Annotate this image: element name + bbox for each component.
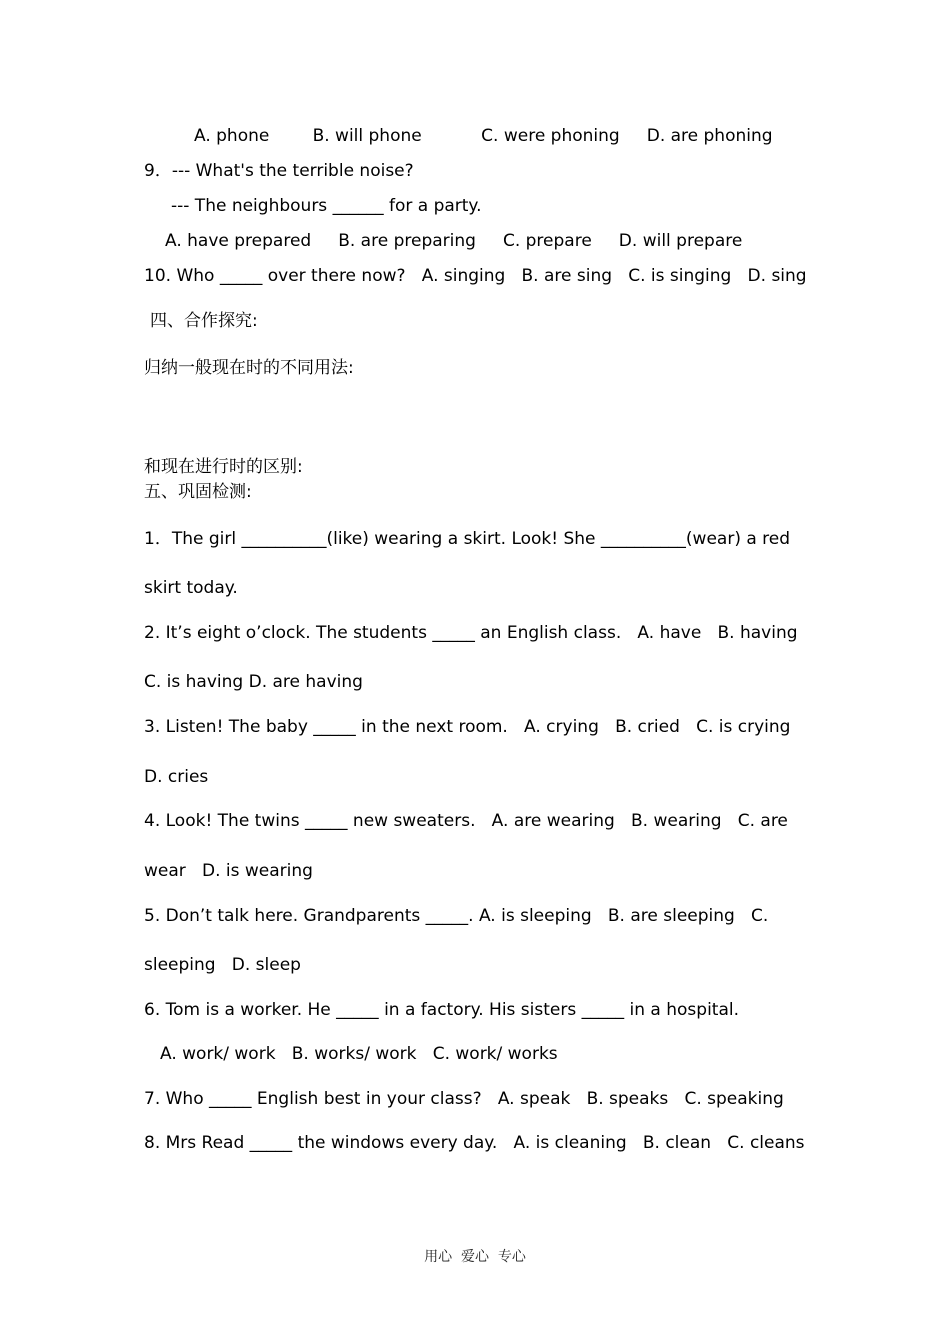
exercise-5: 5. Don’t talk here. Grandparents _____. A. is sleeping B. are sleeping C. <box>144 906 769 926</box>
exercise-8: 8. Mrs Read _____ the windows every day. A. is cleaning B. clean C. cleans <box>144 1133 805 1153</box>
difference-prompt: 和现在进行时的区别: <box>144 457 303 477</box>
exercise-5-cont: sleeping D. sleep <box>144 955 301 975</box>
exercise-4: 4. Look! The twins _____ new sweaters. A. are wearing B. wearing C. are <box>144 811 788 831</box>
exercise-3-cont: D. cries <box>144 767 209 787</box>
exercise-1: 1．The girl __________(like) wearing a skirt. Look! She __________(wear) a red <box>144 529 791 549</box>
exercise-6: 6. Tom is a worker. He _____ in a factory. His sisters _____ in a hospital. <box>144 1000 739 1020</box>
exercise-1-cont: skirt today. <box>144 578 238 598</box>
exercise-2-cont: C. is having D. are having <box>144 672 363 692</box>
exercise-2: 2. It’s eight o’clock. The students _____ an English class. A. have B. having <box>144 623 798 643</box>
exercise-3: 3. Listen! The baby _____ in the next room. A. crying B. cried C. is crying <box>144 717 791 737</box>
exercise-6-options: A. work/ work B. works/ work C. work/ works <box>160 1044 558 1064</box>
section-five-heading: 五、巩固检测: <box>144 482 252 502</box>
summary-prompt: 归纳一般现在时的不同用法: <box>144 358 354 378</box>
q8-options: A. phone B. will phone C. were phoning D. are phoning <box>194 126 773 146</box>
exercise-4-cont: wear D. is wearing <box>144 861 313 881</box>
q9-answer-line: --- The neighbours ______ for a party. <box>171 196 482 216</box>
page-footer: 用心 爱心 专心 <box>424 1249 526 1265</box>
q9-options: A. have prepared B. are preparing C. prepare D. will prepare <box>165 231 743 251</box>
exercise-7: 7. Who _____ English best in your class? A. speak B. speaks C. speaking <box>144 1089 784 1109</box>
q9-question: 9．--- What's the terrible noise? <box>144 161 414 181</box>
section-four-heading: 四、合作探究: <box>150 311 258 331</box>
q10-question: 10. Who _____ over there now? A. singing B. are sing C. is singing D. sing <box>144 266 807 286</box>
